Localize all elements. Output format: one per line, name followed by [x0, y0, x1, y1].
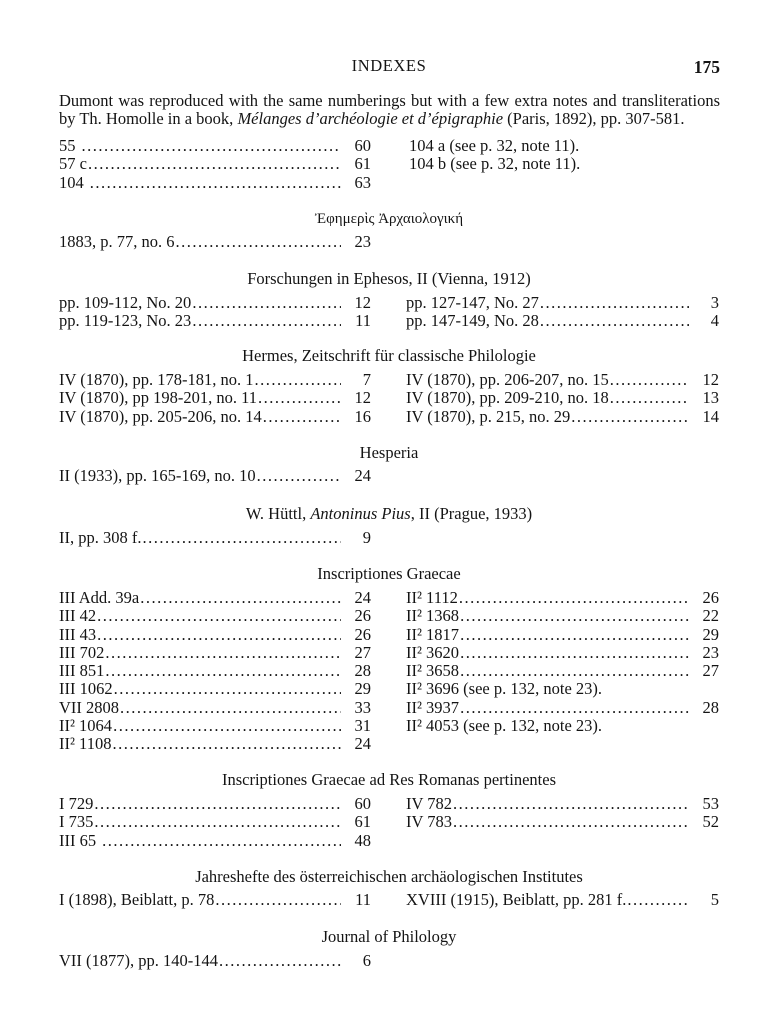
intro-paragraph — [59, 92, 720, 129]
entry-reference: III 42 — [59, 606, 97, 626]
index-entry — [59, 735, 371, 753]
index-entry — [59, 644, 371, 662]
entry-reference: I 735 — [59, 812, 94, 832]
index-column-right — [406, 589, 719, 735]
entry-page: 60 — [354, 136, 371, 155]
heading-text: , II (Prague, 1933) — [410, 504, 533, 523]
dot-leader — [96, 626, 341, 644]
entry-reference: II² 1368 — [406, 606, 460, 626]
entry-page: 26 — [354, 624, 371, 644]
entry-page: 9 — [362, 528, 371, 547]
entry-reference: IV (1870), pp. 178-181, no. 1 — [59, 370, 254, 389]
entry-reference: IV (1870), pp. 205-206, no. 14 — [59, 406, 262, 426]
book-title: Antoninus Pius — [310, 504, 411, 523]
index-entry — [59, 813, 371, 831]
intro-line — [59, 110, 720, 128]
index-column-left — [59, 233, 371, 251]
index-entry — [59, 174, 371, 192]
entry-reference: VII 2808 — [59, 697, 120, 717]
entry-page: 60 — [354, 794, 371, 813]
dot-leader — [96, 607, 341, 625]
entry-page: 24 — [354, 588, 371, 607]
section-heading: Inscriptiones Graecae ad Res Romanas pertinentes — [221, 770, 556, 789]
section-heading — [58, 505, 720, 523]
entry-reference: II² 4053 (see p. 132, note 23). — [406, 715, 603, 735]
entry-page: 6 — [362, 951, 371, 970]
index-entry — [59, 662, 371, 680]
entry-reference: 1883, p. 77, no. 6 — [59, 232, 175, 251]
dot-leader — [93, 795, 341, 813]
entry-reference: II² 1112 — [406, 588, 458, 607]
section-heading: Journal of Philology — [321, 927, 457, 946]
entry-page: 23 — [354, 232, 371, 251]
entry-reference: I 729 — [59, 794, 94, 813]
index-entry — [59, 832, 371, 850]
index-entry — [406, 294, 719, 312]
entry-page: 22 — [702, 606, 719, 626]
entry-page: 26 — [354, 606, 371, 626]
index-entry — [59, 371, 371, 389]
dot-leader — [539, 312, 689, 330]
entry-page: 29 — [702, 624, 719, 644]
index-column-left — [59, 467, 371, 485]
entry-page: 3 — [710, 293, 719, 312]
entry-reference: III 43 — [59, 624, 97, 644]
entry-page: 11 — [355, 311, 371, 331]
entry-reference: III 65 — [59, 830, 97, 850]
index-column-left — [59, 795, 371, 850]
entry-reference: pp. 109-112, No. 20 — [59, 293, 192, 312]
entry-reference: pp. 127-147, No. 27 — [406, 293, 539, 312]
index-column-left — [59, 891, 371, 909]
entry-reference: II² 3658 — [406, 661, 460, 680]
index-entry — [406, 891, 719, 909]
index-column-left — [59, 294, 371, 331]
index-column-left — [59, 371, 371, 426]
entry-reference: IV 782 — [406, 794, 452, 813]
entry-reference: II² 3620 — [406, 642, 460, 662]
dot-leader — [175, 233, 342, 251]
index-entry — [406, 662, 719, 680]
index-entry — [406, 699, 719, 717]
entry-reference: VII (1877), pp. 140-144 — [59, 951, 219, 970]
entry-page: 28 — [702, 697, 719, 717]
entry-page: 5 — [710, 890, 719, 909]
section-heading: Hermes, Zeitschrift für classische Philologie — [242, 346, 536, 365]
dot-leader — [111, 735, 341, 753]
index-entry — [59, 312, 371, 330]
index-entry — [59, 233, 371, 251]
index-column-right — [406, 795, 719, 832]
dot-leader — [539, 294, 689, 312]
index-column-right — [406, 294, 719, 331]
section-heading: Hesperia — [359, 443, 419, 462]
index-entry — [59, 680, 371, 698]
entry-page: 48 — [354, 830, 371, 850]
dot-leader — [459, 644, 689, 662]
section-heading: Ἐφημερὶς Ἀρχαιολογική — [314, 211, 464, 227]
index-entry — [59, 699, 371, 717]
dot-leader — [76, 137, 342, 155]
index-entry — [409, 137, 722, 155]
entry-page: 31 — [354, 715, 371, 735]
entry-reference: 57 c — [59, 154, 87, 174]
section-heading: Forschungen in Ephesos, II (Vienna, 1912) — [247, 269, 531, 288]
dot-leader — [139, 589, 341, 607]
index-entry — [59, 408, 371, 426]
page-number: 175 — [693, 57, 720, 77]
entry-page: 29 — [354, 679, 371, 699]
dot-leader — [141, 529, 341, 547]
index-entry — [59, 529, 371, 547]
entry-reference: 104 a (see p. 32, note 11). — [409, 136, 580, 155]
index-column-right — [406, 891, 719, 909]
dot-leader — [87, 155, 341, 173]
entry-reference: pp. 119-123, No. 23 — [59, 311, 192, 331]
index-entry — [59, 795, 371, 813]
dot-leader — [452, 813, 689, 831]
entry-reference: II, pp. 308 f. — [59, 528, 142, 547]
dot-leader — [459, 662, 689, 680]
index-entry — [406, 626, 719, 644]
entry-reference: III Add. 39a — [59, 588, 140, 607]
index-column-left — [59, 137, 371, 192]
dot-leader — [84, 174, 341, 192]
dot-leader — [253, 371, 341, 389]
section-heading: Jahreshefte des österreichischen archäologischen Institutes — [195, 867, 583, 886]
index-entry — [59, 607, 371, 625]
entry-page: 27 — [702, 661, 719, 680]
entry-page: 23 — [702, 642, 719, 662]
entry-page: 28 — [354, 661, 371, 680]
index-entry — [59, 389, 371, 407]
index-entry — [409, 155, 722, 173]
index-entry — [406, 371, 719, 389]
entry-reference: III 851 — [59, 661, 105, 680]
entry-page: 24 — [354, 734, 371, 753]
entry-reference: III 1062 — [59, 679, 113, 699]
entry-page: 12 — [702, 370, 719, 389]
index-entry — [406, 717, 719, 735]
index-entry — [406, 795, 719, 813]
entry-reference: 104 — [59, 172, 84, 192]
entry-page: 13 — [702, 388, 719, 408]
index-entry — [406, 408, 719, 426]
dot-leader — [104, 662, 341, 680]
section-heading: Inscriptiones Graecae — [317, 564, 461, 583]
entry-reference: II² 1108 — [59, 734, 112, 753]
entry-reference: pp. 147-149, No. 28 — [406, 311, 539, 331]
index-entry — [59, 137, 371, 155]
index-entry — [59, 717, 371, 735]
dot-leader — [191, 312, 341, 330]
entry-page: 7 — [362, 370, 371, 389]
intro-line: Dumont was reproduced with the same numberings but with a few extra notes and transliterations — [59, 91, 720, 110]
entry-reference: I (1898), Beiblatt, p. 78 — [59, 890, 215, 909]
dot-leader — [218, 952, 341, 970]
dot-leader — [459, 607, 689, 625]
dot-leader — [458, 589, 689, 607]
entry-page: 61 — [354, 154, 371, 174]
index-column-right — [409, 137, 722, 174]
index-column-right — [406, 371, 719, 426]
index-entry — [59, 626, 371, 644]
index-entry — [59, 589, 371, 607]
index-entry — [59, 952, 371, 970]
dot-leader — [256, 467, 341, 485]
dot-leader — [191, 294, 341, 312]
dot-leader — [570, 408, 689, 426]
entry-reference: IV (1870), pp 198-201, no. 11 — [59, 388, 257, 408]
index-entry — [406, 589, 719, 607]
entry-reference: XVIII (1915), Beiblatt, pp. 281 f. — [406, 890, 627, 909]
intro-text: by Th. Homolle in a book, — [59, 109, 238, 129]
dot-leader — [459, 626, 689, 644]
dot-leader — [119, 699, 341, 717]
entry-page: 63 — [354, 172, 371, 192]
dot-leader — [626, 891, 689, 909]
index-entry — [406, 312, 719, 330]
dot-leader — [96, 832, 341, 850]
index-column-left — [59, 589, 371, 753]
index-entry — [406, 813, 719, 831]
entry-reference: II² 1817 — [406, 624, 460, 644]
entry-reference: IV (1870), p. 215, no. 29 — [406, 406, 571, 426]
running-head: INDEXES — [351, 56, 427, 75]
intro-text: (Paris, 1892), pp. 307-581. — [503, 109, 685, 129]
entry-reference: 104 b (see p. 32, note 11). — [409, 154, 581, 174]
index-entry — [59, 891, 371, 909]
entry-page: 16 — [354, 406, 371, 426]
entry-page: 53 — [702, 794, 719, 813]
index-column-left — [59, 529, 371, 547]
entry-reference: IV 783 — [406, 812, 452, 832]
entry-page: 4 — [710, 311, 719, 331]
entry-reference: II² 3937 — [406, 697, 460, 717]
entry-page: 52 — [702, 812, 719, 832]
book-title: Mélanges d’archéologie et d’épigraphie — [237, 109, 504, 129]
dot-leader — [214, 891, 341, 909]
dot-leader — [459, 699, 689, 717]
dot-leader — [609, 389, 689, 407]
dot-leader — [112, 717, 341, 735]
entry-reference: II² 1064 — [59, 715, 113, 735]
entry-reference: IV (1870), pp. 206-207, no. 15 — [406, 370, 609, 389]
entry-page: 12 — [354, 388, 371, 408]
entry-page: 61 — [354, 812, 371, 832]
index-entry — [406, 680, 719, 698]
entry-page: 11 — [355, 890, 371, 909]
dot-leader — [93, 813, 341, 831]
entry-page: 14 — [702, 406, 719, 426]
dot-leader — [262, 408, 341, 426]
dot-leader — [452, 795, 689, 813]
index-entry — [59, 467, 371, 485]
index-entry — [406, 607, 719, 625]
entry-page: 26 — [702, 588, 719, 607]
entry-reference: III 702 — [59, 642, 105, 662]
heading-text: W. Hüttl, — [245, 504, 311, 523]
entry-reference: IV (1870), pp. 209-210, no. 18 — [406, 388, 609, 408]
index-entry — [406, 644, 719, 662]
entry-page: 24 — [354, 466, 371, 485]
dot-leader — [113, 680, 341, 698]
dot-leader — [257, 389, 341, 407]
index-entry — [59, 155, 371, 173]
entry-reference: II² 3696 (see p. 132, note 23). — [406, 679, 603, 699]
index-entry — [406, 389, 719, 407]
dot-leader — [609, 371, 689, 389]
entry-page: 27 — [354, 642, 371, 662]
index-entry — [59, 294, 371, 312]
index-column-left — [59, 952, 371, 970]
dot-leader — [104, 644, 341, 662]
entry-reference: II (1933), pp. 165-169, no. 10 — [59, 466, 256, 485]
entry-page: 12 — [354, 293, 371, 312]
entry-reference: 55 — [59, 136, 76, 155]
entry-page: 33 — [354, 697, 371, 717]
